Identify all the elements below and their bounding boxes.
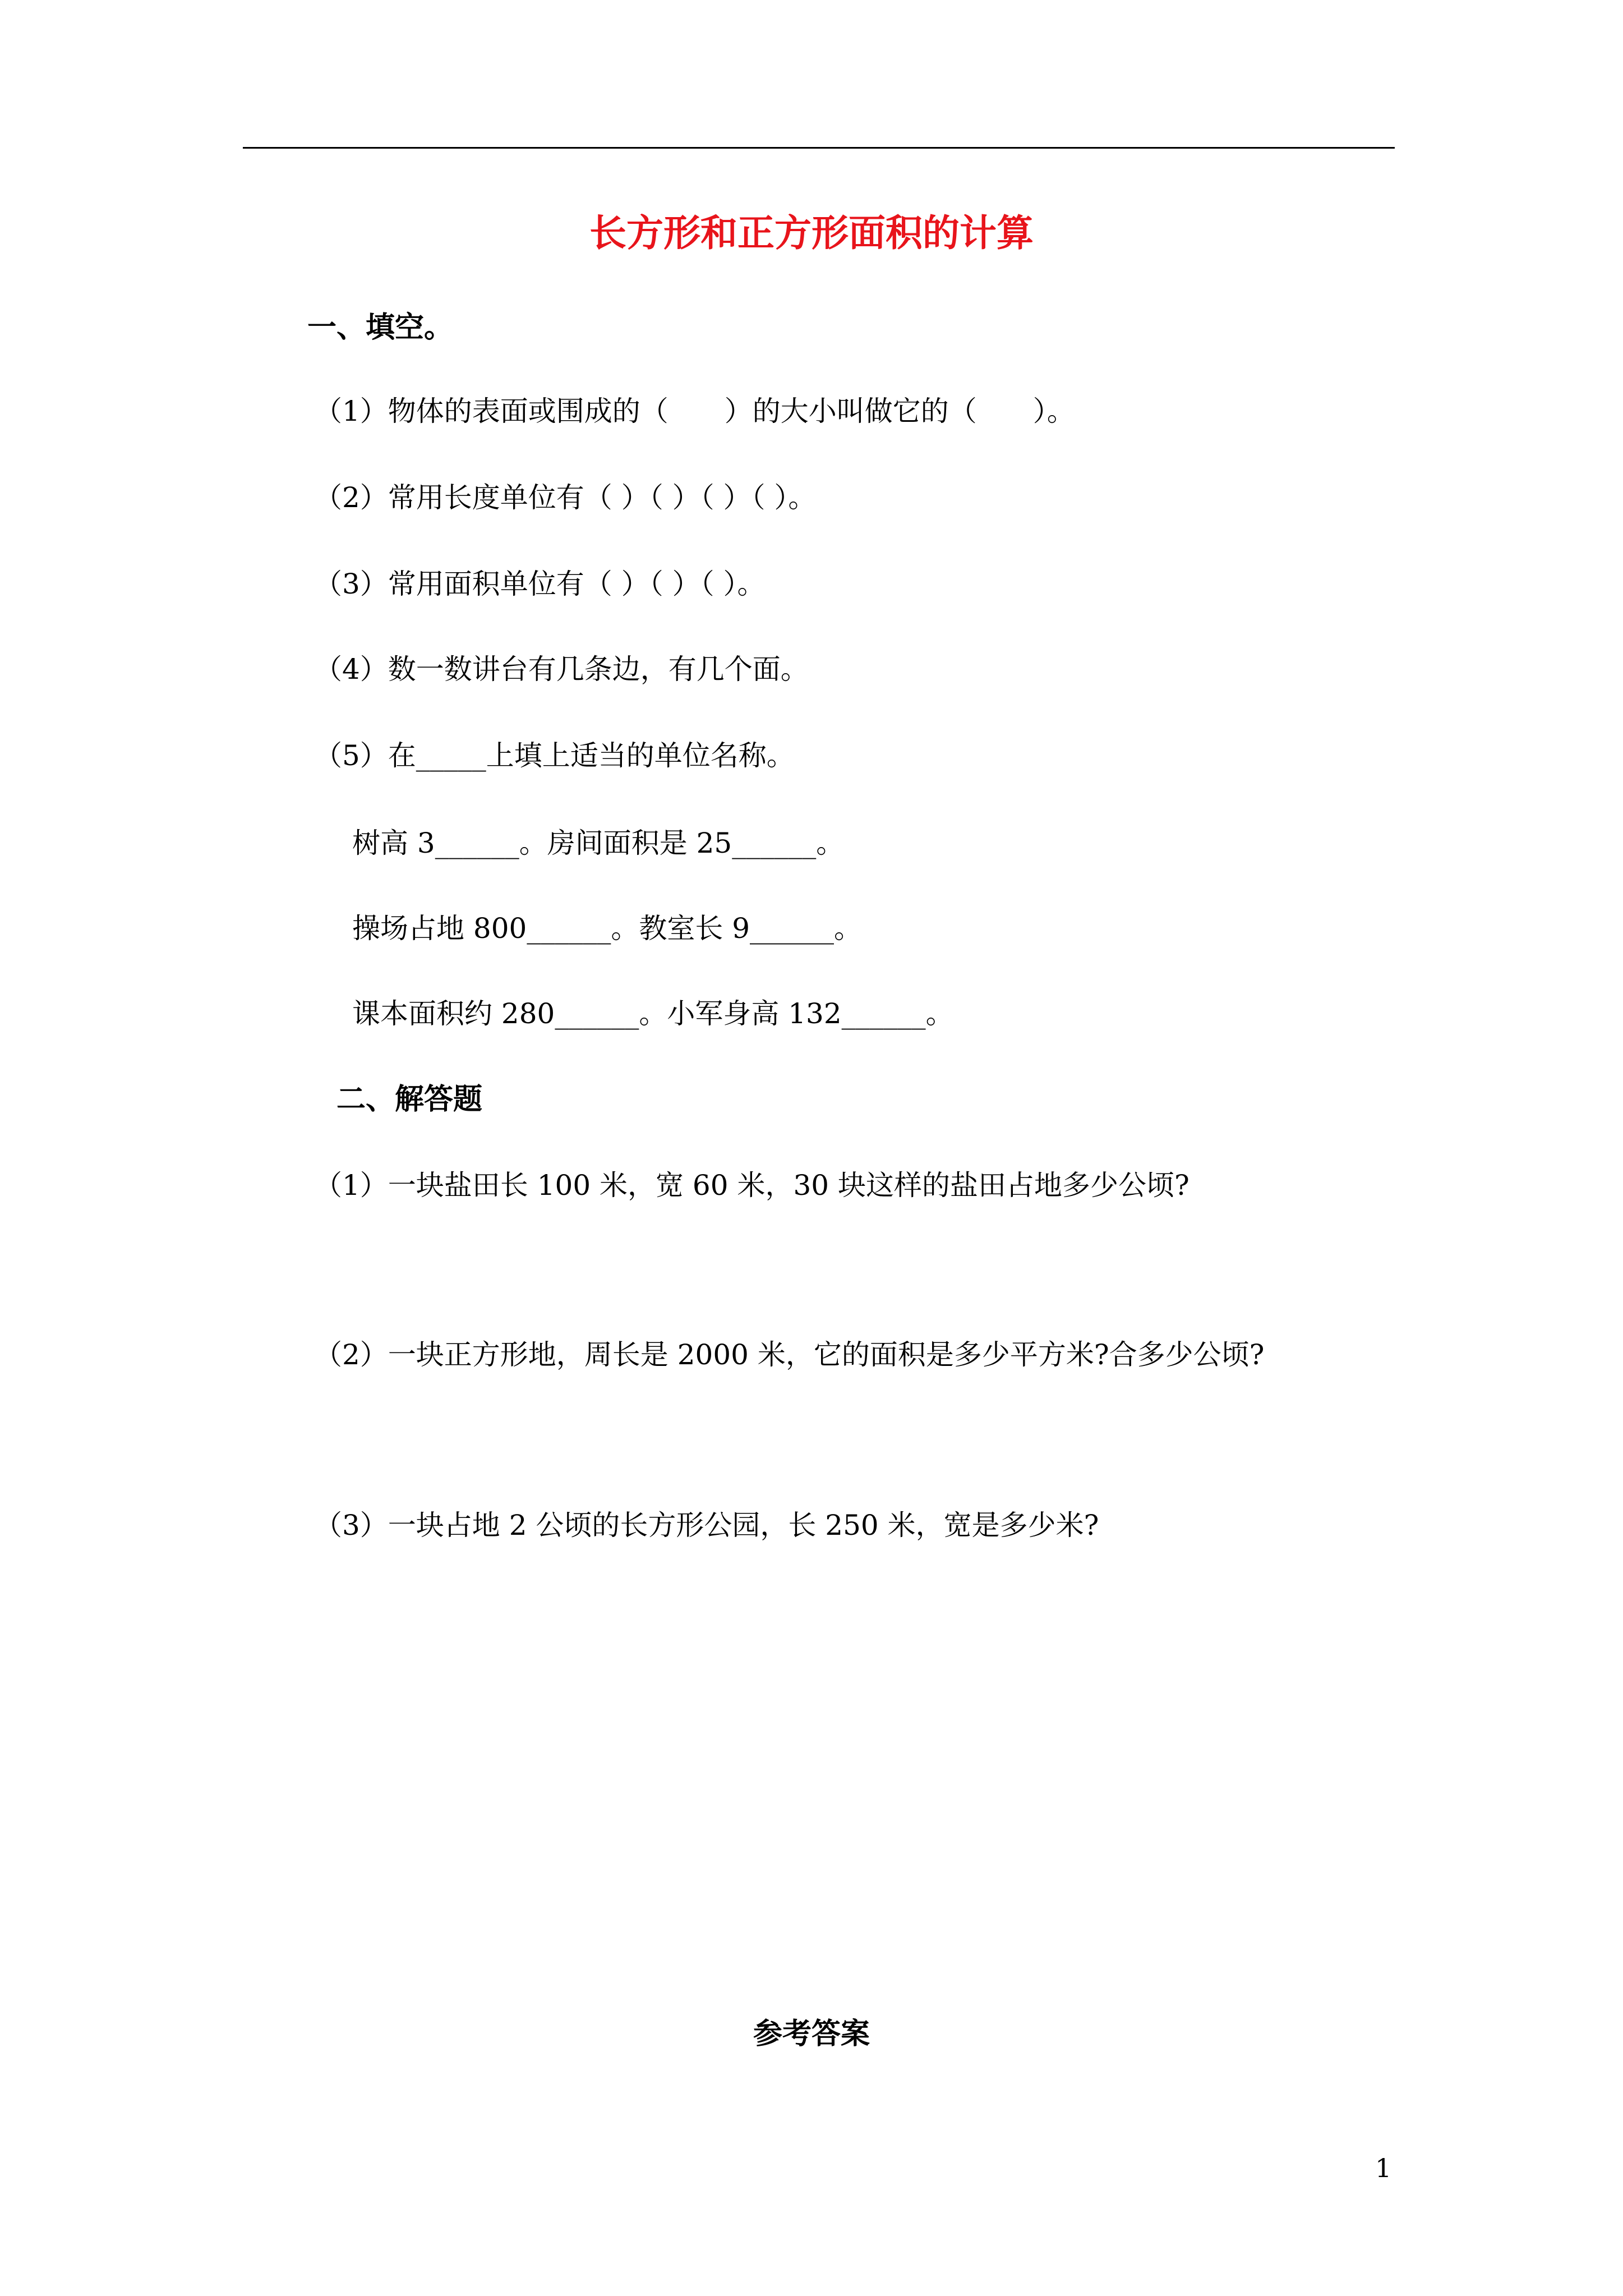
- problem-item-3: （3）一块占地 2 公顷的长方形公园，长 250 米，宽是多少米?: [314, 1509, 1099, 1542]
- page-number: 1: [1375, 2153, 1392, 2183]
- answers-heading: 参考答案: [753, 2017, 870, 2051]
- problem-item-2: （2）一块正方形地，周长是 2000 米，它的面积是多少平方米?合多少公顷?: [314, 1338, 1265, 1371]
- page-title: 长方形和正方形面积的计算: [589, 211, 1034, 255]
- fill-in-item-5: （5）在_____上填上适当的单位名称。: [314, 739, 795, 772]
- fill-in-sub-item-1: 树高 3______。房间面积是 25______。: [352, 827, 845, 859]
- header-rule: [243, 147, 1395, 149]
- section-heading-fill-in: 一、填空。: [307, 310, 454, 344]
- fill-in-item-4: （4）数一数讲台有几条边，有几个面。: [314, 653, 809, 685]
- problem-item-1: （1）一块盐田长 100 米，宽 60 米，30 块这样的盐田占地多少公顷?: [314, 1169, 1189, 1202]
- fill-in-sub-item-3: 课本面积约 280______。小军身高 132______。: [352, 997, 954, 1030]
- fill-in-item-1: （1）物体的表面或围成的（ ）的大小叫做它的（ ）。: [314, 395, 1075, 427]
- fill-in-sub-item-2: 操场占地 800______。教室长 9______。: [352, 912, 863, 945]
- fill-in-item-3: （3）常用面积单位有（ ）（ ）（ ）。: [314, 568, 766, 600]
- fill-in-item-2: （2）常用长度单位有（ ）（ ）（ ）（ ）。: [314, 481, 817, 514]
- section-heading-problems: 二、解答题: [336, 1082, 483, 1116]
